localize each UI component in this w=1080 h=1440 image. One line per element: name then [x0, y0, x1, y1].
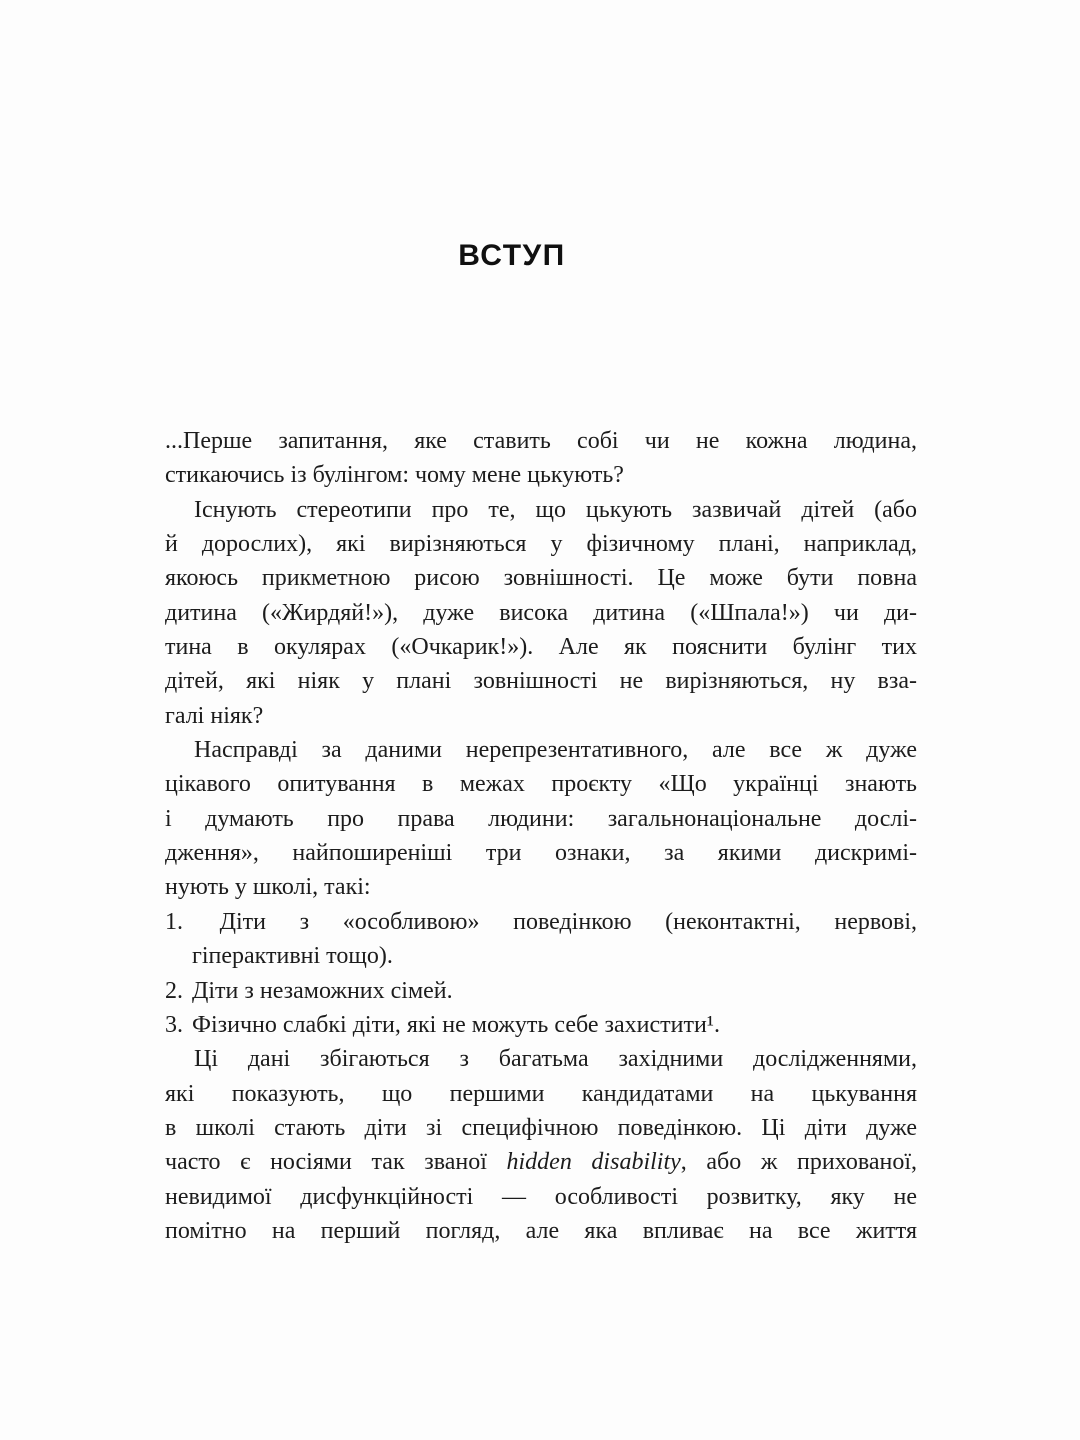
text-line: [165, 974, 917, 1008]
text-line: [165, 767, 917, 801]
text-segment: ...Перше запитання, яке ставить собі чи не кожна людина,: [165, 428, 917, 454]
text-segment: цікавого опитування в межах проєкту «Що українці знають: [165, 771, 917, 798]
text-line: [165, 1214, 917, 1248]
text-segment: невидимої дисфункційності — особливості розвитку, яку не: [165, 1183, 917, 1210]
text-segment: Існують стереотипи про те, що цькують зазвичай дітей (або: [194, 496, 917, 523]
text-segment: Ці дані збігаються з багатьма західними дослідженнями,: [194, 1046, 917, 1073]
text-segment: дитина («Жирдяй!»), дуже висока дитина («Шпала!») чи ди-: [165, 599, 917, 626]
text-segment: гіперактивні тощо).: [192, 943, 393, 970]
text-line: [165, 630, 917, 664]
text-line: [165, 802, 917, 836]
text-line: [165, 733, 917, 767]
text-line: [165, 664, 917, 698]
chapter-title: ВСТУП: [458, 239, 566, 272]
text-line: [165, 939, 917, 973]
text-segment: якоюсь прикметною рисою зовнішності. Це може бути повна: [165, 565, 917, 592]
list-number: 2.: [165, 977, 183, 1004]
text-line: [165, 905, 917, 939]
text-line: [165, 1180, 917, 1214]
text-segment: дження», найпоширеніші три ознаки, за якими дискримі-: [165, 840, 917, 867]
text-line: [165, 1077, 917, 1111]
text-line: [165, 699, 917, 733]
list-number: 1.: [165, 908, 183, 935]
text-segment: нують у школі, такі:: [165, 874, 371, 901]
text-segment: і думають про права людини: загальнонаціональне дослі-: [165, 805, 917, 832]
list-number: 3.: [165, 1011, 183, 1038]
body-text: [165, 424, 917, 1248]
text-segment: які показують, що першими кандидатами на цькування: [165, 1080, 917, 1107]
text-segment: галі ніяк?: [165, 702, 264, 729]
text-line: [165, 424, 917, 458]
text-segment: й дорослих), які вирізняються у фізичному плані, наприклад,: [165, 531, 917, 558]
text-line: [165, 1042, 917, 1076]
text-segment: Насправді за даними нерепрезентативного, але все ж дуже: [194, 737, 917, 764]
text-line: [165, 836, 917, 870]
text-line: [165, 561, 917, 595]
text-line: [165, 493, 917, 527]
text-segment: помітно на перший погляд, але яка впливає на все життя: [165, 1217, 917, 1244]
text-segment: Діти з «особливою» поведінкою (неконтактні, нервові,: [219, 908, 918, 935]
text-line: [165, 1008, 917, 1042]
text-segment: стикаючись із булінгом: чому мене цькують?: [165, 462, 624, 489]
text-line: [165, 1145, 917, 1179]
text-segment: часто є носіями так званої: [165, 1149, 507, 1176]
text-segment: тина в окулярах («Очкарик!»). Але як пояснити булінг тих: [165, 634, 917, 661]
text-line: [165, 458, 917, 492]
italic-term: hidden disability: [506, 1149, 681, 1176]
text-line: [165, 870, 917, 904]
text-segment: дітей, які ніяк у плані зовнішності не вирізняються, ну вза-: [165, 668, 917, 695]
text-segment: в школі стають діти зі специфічною поведінкою. Ці діти дуже: [165, 1114, 917, 1141]
text-line: [165, 596, 917, 630]
text-line: [165, 1111, 917, 1145]
text-line: [165, 527, 917, 561]
text-segment: , або ж прихованої,: [680, 1149, 917, 1176]
text-segment: Фізично слабкі діти, які не можуть себе захистити¹.: [192, 1011, 720, 1038]
text-segment: Діти з незаможних сімей.: [192, 977, 453, 1004]
